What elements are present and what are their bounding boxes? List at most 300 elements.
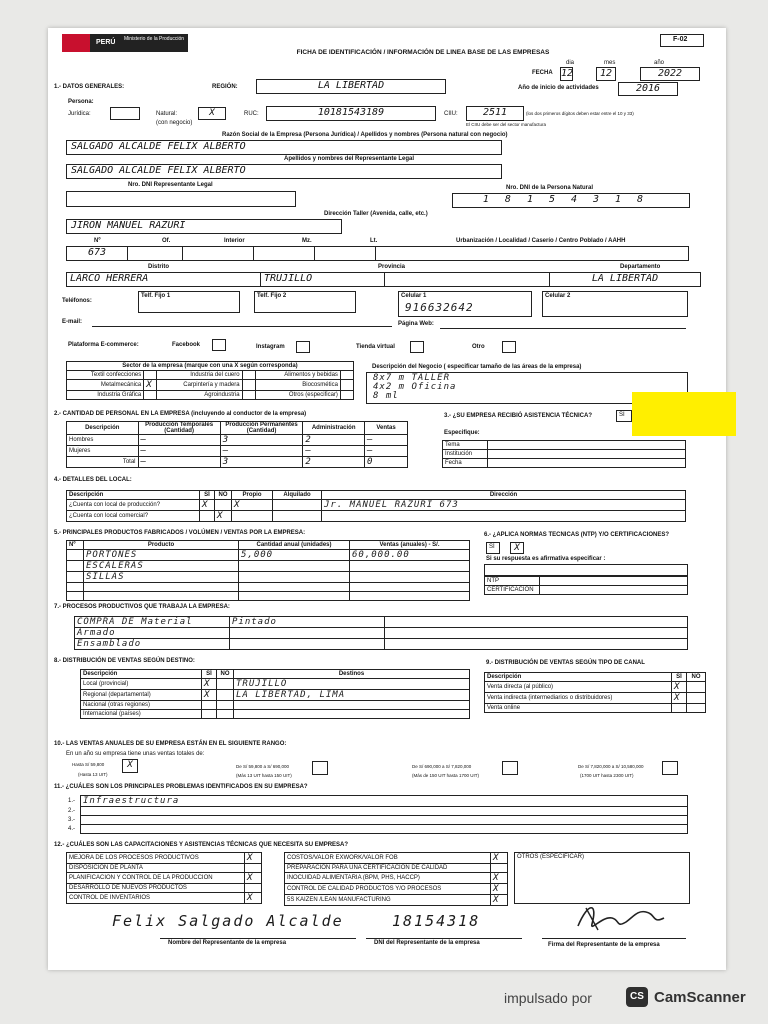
sector-check[interactable] bbox=[340, 391, 353, 400]
mz-field[interactable] bbox=[254, 247, 315, 260]
local-header: Propio bbox=[232, 491, 273, 500]
destino-header: NO bbox=[217, 670, 234, 679]
camscanner-logo-icon: CS bbox=[626, 987, 648, 1007]
destino-cell: Nacional (otras regiones) bbox=[81, 701, 202, 710]
productos-cell[interactable] bbox=[350, 583, 470, 592]
personal-cell[interactable]: — bbox=[364, 435, 407, 446]
table-row bbox=[67, 873, 262, 884]
lt-label: Lt. bbox=[370, 238, 378, 244]
tema-field[interactable] bbox=[488, 441, 686, 450]
productos-cell[interactable] bbox=[350, 572, 470, 583]
problema-field[interactable]: Infraestructura bbox=[81, 796, 688, 807]
s8-title: 8.- DISTRIBUCIÓN DE VENTAS SEGÚN DESTINO: bbox=[54, 658, 195, 664]
destino-check[interactable] bbox=[202, 710, 217, 719]
email-label: E-mail: bbox=[62, 319, 83, 325]
sector-row bbox=[67, 391, 354, 400]
personal-cell[interactable]: — bbox=[138, 446, 220, 457]
range-label: De S/ 690,000 a S/ 7,820,000 bbox=[412, 764, 472, 769]
personal-cell[interactable]: 0 bbox=[364, 457, 407, 468]
productos-cell bbox=[67, 592, 84, 601]
ciiu-label: CIIU: bbox=[444, 111, 458, 117]
lt-field[interactable] bbox=[315, 247, 376, 260]
destino-header: Descripción bbox=[81, 670, 202, 679]
capacitacion-table-1 bbox=[66, 852, 262, 904]
productos-cell[interactable] bbox=[239, 583, 350, 592]
ntp-field[interactable] bbox=[540, 577, 688, 586]
distrito-label: Distrito bbox=[148, 264, 169, 270]
capacitacion-check[interactable]: X bbox=[245, 853, 262, 864]
instagram-checkbox[interactable] bbox=[296, 341, 310, 353]
otro-label: Otro bbox=[472, 344, 485, 350]
provincia-extra bbox=[385, 273, 550, 286]
s3-si-checkbox[interactable] bbox=[616, 410, 632, 422]
productos-table bbox=[66, 540, 470, 601]
proceso-cell[interactable] bbox=[385, 639, 688, 650]
capacitacion-cell: COSTOS/VALOR EXWORK/VALOR FOB bbox=[285, 853, 491, 864]
dni-label: DNI del Representante de la empresa bbox=[374, 940, 480, 946]
institucion-field[interactable] bbox=[488, 450, 686, 459]
table-row bbox=[67, 864, 262, 873]
personal-cell: Hombres bbox=[67, 435, 139, 446]
capacitacion-check[interactable] bbox=[245, 884, 262, 893]
personal-cell[interactable]: — bbox=[138, 435, 220, 446]
sector-cell: Biocosmética bbox=[255, 380, 340, 391]
ubigeo-row bbox=[66, 272, 701, 287]
personal-table bbox=[66, 421, 408, 468]
proceso-cell[interactable] bbox=[385, 617, 688, 628]
range-note: (Hasta 13 UIT) bbox=[78, 772, 108, 777]
capacitacion-check[interactable] bbox=[245, 864, 262, 873]
ruc-value: 10181543189 bbox=[317, 107, 385, 118]
local-check[interactable] bbox=[200, 511, 215, 522]
table-row bbox=[67, 583, 470, 592]
proceso-cell[interactable]: Armado bbox=[75, 628, 230, 639]
ecommerce-label: Plataforma E-commerce: bbox=[68, 342, 139, 348]
personal-cell[interactable]: 3 bbox=[220, 457, 303, 468]
especifique-label: Especifique: bbox=[444, 430, 480, 436]
web-label: Página Web: bbox=[398, 321, 434, 327]
local-header: Descripción bbox=[67, 491, 200, 500]
s10-subtitle: En un año su empresa tiene unas ventas totales de: bbox=[66, 751, 205, 757]
personal-cell[interactable]: — bbox=[138, 457, 220, 468]
proceso-cell[interactable]: COMPRA DE Material bbox=[75, 617, 230, 628]
local-cell: ¿Cuenta con local comercial? bbox=[67, 511, 200, 522]
dni-rep-field[interactable] bbox=[66, 191, 296, 207]
range-label: Hasta S/ 59,800 bbox=[72, 762, 105, 767]
capacitacion-table-2 bbox=[284, 852, 508, 906]
camscanner-watermark bbox=[504, 986, 754, 1010]
celular1-field[interactable] bbox=[398, 291, 532, 317]
personal-header: Producción Permanentes (Cantidad) bbox=[220, 422, 303, 435]
fecha-mes-value: 12 bbox=[599, 68, 613, 79]
destino-value[interactable]: TRUJILLO bbox=[234, 679, 470, 690]
canal-header: NO bbox=[687, 673, 706, 682]
sector-check[interactable] bbox=[144, 371, 157, 380]
s6-si-checkbox[interactable] bbox=[486, 542, 500, 554]
inicio-label: Año de inicio de actividades bbox=[518, 85, 599, 91]
name-label: Nombre del Representante de la empresa bbox=[168, 940, 287, 946]
s5-title: 5.- PRINCIPALES PRODUCTOS FABRICADOS / VOLÚMEN / VENTAS POR LA EMPRESA: bbox=[54, 530, 306, 536]
direccion-field[interactable] bbox=[66, 219, 342, 234]
ntp-table bbox=[484, 576, 688, 595]
s6-especificar: Si su respuesta es afirmativa especificar : bbox=[486, 556, 606, 562]
ntp-label: NTP bbox=[485, 577, 540, 586]
proceso-cell[interactable]: Ensamblado bbox=[75, 639, 230, 650]
table-row bbox=[67, 853, 262, 864]
canal-check[interactable]: X bbox=[672, 682, 687, 693]
of-field[interactable] bbox=[128, 247, 183, 260]
fijo1-field[interactable] bbox=[138, 291, 240, 313]
table-row bbox=[67, 572, 470, 583]
local-header: Dirección bbox=[322, 491, 686, 500]
proceso-cell[interactable] bbox=[385, 628, 688, 639]
productos-cell[interactable]: SILLAS bbox=[84, 572, 239, 583]
capacitacion-cell: PLANIFICACION Y CONTROL DE LA PRODUCCION bbox=[67, 873, 245, 884]
range-checkbox[interactable] bbox=[662, 761, 678, 775]
distrito-value[interactable]: LARCO HERRERA bbox=[67, 273, 261, 286]
problema-field[interactable] bbox=[81, 816, 688, 825]
natural-mark: X bbox=[209, 108, 215, 118]
canal-check[interactable]: X bbox=[672, 693, 687, 704]
productos-header: Nº bbox=[67, 541, 84, 550]
productos-cell[interactable]: ESCALERAS bbox=[84, 561, 239, 572]
destino-check[interactable] bbox=[202, 701, 217, 710]
sector-table bbox=[66, 361, 354, 400]
address-parts-row bbox=[66, 246, 689, 261]
s1-title: 1.- DATOS GENERALES: bbox=[54, 84, 125, 90]
watermark-brand: CamScanner bbox=[654, 989, 746, 1006]
range-label: De S/ 7,820,000 a S/ 10,580,000 bbox=[578, 764, 644, 769]
table-row bbox=[66, 825, 688, 834]
range-checkbox[interactable] bbox=[502, 761, 518, 775]
destino-cell: Regional (departamental) bbox=[81, 690, 202, 701]
table-row bbox=[485, 704, 706, 713]
range-mark: X bbox=[127, 760, 133, 770]
capacitacion-cell: MEJORA DE LOS PROCESOS PRODUCTIVOS bbox=[67, 853, 245, 864]
sector-cell: Textil confecciones bbox=[67, 371, 144, 380]
num-label: Nº bbox=[94, 238, 101, 244]
local-check[interactable]: X bbox=[200, 500, 215, 511]
proceso-cell[interactable] bbox=[230, 639, 385, 650]
mz-label: Mz. bbox=[302, 238, 312, 244]
destino-cell: Internacional (países) bbox=[81, 710, 202, 719]
table-row bbox=[67, 435, 408, 446]
local-check[interactable] bbox=[273, 511, 322, 522]
destino-check[interactable] bbox=[217, 690, 234, 701]
productos-cell[interactable] bbox=[84, 592, 239, 601]
ciiu-value: 2511 bbox=[482, 107, 508, 118]
capacitacion-check[interactable]: X bbox=[491, 895, 508, 906]
problemas-table bbox=[66, 795, 688, 834]
proceso-cell[interactable] bbox=[230, 628, 385, 639]
personal-cell[interactable]: — bbox=[364, 446, 407, 457]
dni-rep-label: Nro. DNI Representante Legal bbox=[128, 182, 213, 188]
local-check[interactable]: X bbox=[215, 511, 232, 522]
local-direccion[interactable]: Jr. MANUEL RAZURI 673 bbox=[322, 500, 686, 511]
productos-header: Cantidad anual (unidades) bbox=[239, 541, 350, 550]
fijo1-label: Telf. Fijo 1 bbox=[141, 293, 171, 299]
productos-cell bbox=[67, 550, 84, 561]
sector-check[interactable] bbox=[242, 380, 255, 391]
dni-nat-field[interactable] bbox=[452, 193, 690, 208]
canal-check[interactable] bbox=[687, 704, 706, 713]
productos-cell bbox=[67, 572, 84, 583]
fecha-asist-label: Fecha bbox=[443, 459, 488, 468]
ciiu-field[interactable] bbox=[466, 106, 524, 121]
capacitacion-cell: INOCUIDAD ALIMENTARIA (BPM, PHS, HACCP) bbox=[285, 873, 491, 884]
local-direccion[interactable] bbox=[322, 511, 686, 522]
celular2-field[interactable] bbox=[542, 291, 688, 317]
ciiu-note: (los dos primeros dígitos deben estar entre el 10 y 33) bbox=[526, 111, 634, 116]
rep-name-value: Felix Salgado Alcalde bbox=[112, 912, 344, 930]
dni-nat-value: 18154318 bbox=[482, 194, 660, 205]
personal-cell[interactable]: — bbox=[220, 446, 303, 457]
local-cell: ¿Cuenta con local de producción? bbox=[67, 500, 200, 511]
ruc-field[interactable] bbox=[266, 106, 436, 121]
range-checkbox[interactable] bbox=[312, 761, 328, 775]
personal-cell[interactable]: 3 bbox=[220, 435, 303, 446]
table-row bbox=[285, 864, 508, 873]
s6-si-label: SÍ bbox=[489, 544, 495, 550]
urb-field[interactable] bbox=[376, 247, 688, 260]
destino-header: SÍ bbox=[202, 670, 217, 679]
sector-check[interactable] bbox=[340, 380, 353, 391]
local-header: NO bbox=[215, 491, 232, 500]
capacitacion-cell: DISPOSICIÓN DE PLANTA bbox=[67, 864, 245, 873]
local-check[interactable] bbox=[232, 511, 273, 522]
destino-value[interactable]: LA LIBERTAD, LIMA bbox=[234, 690, 470, 701]
problema-num: 1.- bbox=[68, 798, 76, 804]
departamento-value[interactable]: LA LIBERTAD bbox=[591, 273, 659, 284]
logo-text: PERÚ bbox=[96, 39, 116, 46]
natural-checkbox[interactable] bbox=[198, 107, 226, 120]
destino-check[interactable] bbox=[217, 710, 234, 719]
problema-num: 3.- bbox=[68, 817, 76, 823]
capacitacion-cell: DESARROLLO DE NUEVOS PRODUCTOS bbox=[67, 884, 245, 893]
razon-label: Razón Social de la Empresa (Persona Jurídica) / Apellidos y nombres (Persona natural con negocio) bbox=[222, 132, 508, 138]
yellow-highlight bbox=[632, 392, 736, 436]
destino-value[interactable] bbox=[234, 701, 470, 710]
fecha-dia-value: 12 bbox=[561, 68, 574, 79]
table-row bbox=[485, 682, 706, 693]
num-value[interactable]: 673 bbox=[67, 247, 128, 260]
interior-field[interactable] bbox=[183, 247, 254, 260]
juridica-label: Jurídica: bbox=[68, 111, 91, 117]
rep-dni-value: 18154318 bbox=[392, 912, 481, 930]
productos-cell[interactable] bbox=[239, 561, 350, 572]
asistencia-table bbox=[442, 440, 686, 468]
canal-table bbox=[484, 672, 706, 713]
sector-cell: Otros (especificar) bbox=[255, 391, 340, 400]
productos-header: Ventas (anuales) - S/. bbox=[350, 541, 470, 550]
canal-check[interactable] bbox=[672, 704, 687, 713]
fecha-dia-field[interactable] bbox=[560, 67, 573, 81]
otros-label: OTROS (ESPECIFICAR) bbox=[517, 854, 585, 860]
cert-label: CERTIFICACIÓN bbox=[485, 586, 540, 595]
interior-label: Interior bbox=[224, 238, 245, 244]
tienda-label: Tienda virtual bbox=[356, 344, 395, 350]
productos-cell[interactable] bbox=[239, 572, 350, 583]
table-row bbox=[285, 873, 508, 884]
region-field[interactable] bbox=[256, 79, 446, 94]
telefonos-label: Teléfonos: bbox=[62, 298, 92, 304]
firma-signature-line bbox=[542, 938, 686, 939]
local-check[interactable]: X bbox=[232, 500, 273, 511]
personal-header: Producción Temporales (Cantidad) bbox=[138, 422, 220, 435]
table-row bbox=[81, 701, 470, 710]
productos-cell bbox=[67, 583, 84, 592]
capacitacion-cell: CONTROL DE INVENTARIOS bbox=[67, 893, 245, 904]
s6-no-checkbox[interactable] bbox=[510, 542, 524, 554]
juridica-checkbox[interactable] bbox=[110, 107, 140, 120]
s6-especificar-field[interactable] bbox=[484, 564, 688, 576]
fijo2-field[interactable] bbox=[254, 291, 356, 313]
table-row bbox=[75, 628, 688, 639]
capacitacion-cell: CONTROL DE CALIDAD PRODUCTOS Y/O PROCESOS bbox=[285, 884, 491, 895]
productos-cell[interactable]: 5,000 bbox=[239, 550, 350, 561]
canal-check[interactable] bbox=[687, 682, 706, 693]
table-row bbox=[81, 690, 470, 701]
of-label: Of. bbox=[162, 238, 171, 244]
canal-header: SÍ bbox=[672, 673, 687, 682]
productos-cell[interactable]: PORTONES bbox=[84, 550, 239, 561]
sector-check[interactable] bbox=[242, 391, 255, 400]
range-checkbox[interactable] bbox=[122, 759, 138, 773]
productos-cell[interactable]: 60,000.00 bbox=[350, 550, 470, 561]
personal-header: Ventas bbox=[364, 422, 407, 435]
table-row bbox=[67, 457, 408, 468]
problema-field[interactable] bbox=[81, 825, 688, 834]
table-row bbox=[67, 446, 408, 457]
personal-header: Administración bbox=[303, 422, 365, 435]
fecha-asist-field[interactable] bbox=[488, 459, 686, 468]
provincia-label: Provincia bbox=[378, 264, 406, 270]
table-row bbox=[81, 679, 470, 690]
capacitacion-cell: 5S KAIZEN /LEAN MANUFACTURING bbox=[285, 895, 491, 906]
watermark-prefix: impulsado por bbox=[504, 990, 592, 1006]
celular2-label: Celular 2 bbox=[545, 293, 571, 299]
capacitacion-check[interactable]: X bbox=[491, 884, 508, 895]
table-row bbox=[81, 710, 470, 719]
personal-cell[interactable]: 2 bbox=[303, 435, 365, 446]
razon-field[interactable] bbox=[66, 140, 502, 155]
fecha-anio-field[interactable] bbox=[640, 67, 700, 81]
problema-num: 2.- bbox=[68, 808, 76, 814]
destino-check[interactable] bbox=[217, 701, 234, 710]
region-value: LA LIBERTAD bbox=[317, 80, 385, 91]
ministry-logo bbox=[62, 34, 188, 52]
facebook-checkbox[interactable] bbox=[212, 339, 226, 351]
rep-field[interactable] bbox=[66, 164, 502, 179]
personal-cell[interactable]: 2 bbox=[303, 457, 365, 468]
fijo2-label: Telf. Fijo 2 bbox=[257, 293, 287, 299]
productos-cell[interactable] bbox=[350, 592, 470, 601]
dni-signature-line bbox=[366, 938, 522, 939]
table-row bbox=[67, 500, 686, 511]
rep-value: SALGADO ALCALDE FELIX ALBERTO bbox=[71, 165, 246, 176]
table-row bbox=[75, 617, 688, 628]
region-label: REGIÓN: bbox=[212, 84, 238, 90]
cert-field[interactable] bbox=[540, 586, 688, 595]
inicio-value: 2016 bbox=[635, 83, 661, 94]
otro-checkbox[interactable] bbox=[502, 341, 516, 353]
sector-row bbox=[67, 371, 354, 380]
destino-check[interactable] bbox=[217, 679, 234, 690]
con-negocio-label: (con negocio) bbox=[156, 120, 193, 126]
table-row bbox=[67, 561, 470, 572]
sector-check[interactable] bbox=[340, 371, 353, 380]
web-line[interactable] bbox=[440, 328, 686, 329]
canal-check[interactable] bbox=[687, 693, 706, 704]
local-table bbox=[66, 490, 686, 522]
problema-field[interactable] bbox=[81, 807, 688, 816]
sector-cell: Industria Gráfica bbox=[67, 391, 144, 400]
capacitacion-check[interactable]: X bbox=[245, 873, 262, 884]
fecha-anio-value: 2022 bbox=[657, 68, 683, 79]
table-row bbox=[285, 895, 508, 906]
desc-label: Descripción del Negocio ( especificar tamaño de las áreas de la empresa) bbox=[372, 364, 582, 370]
form-code-text: F-02 bbox=[673, 36, 688, 43]
destino-cell: Local (provincial) bbox=[81, 679, 202, 690]
destino-check[interactable]: X bbox=[202, 679, 217, 690]
s3-title: 3.- ¿SU EMPRESA RECIBIÓ ASISTENCIA TÉCNICA? bbox=[444, 413, 593, 419]
email-line[interactable] bbox=[92, 326, 392, 327]
sector-cell: Carpintería y madera bbox=[157, 380, 242, 391]
firma-label: Firma del Representante de la empresa bbox=[548, 942, 660, 948]
inicio-field[interactable] bbox=[618, 82, 678, 96]
destino-value[interactable] bbox=[234, 710, 470, 719]
productos-cell[interactable] bbox=[239, 592, 350, 601]
local-check[interactable] bbox=[273, 500, 322, 511]
s11-title: 11.- ¿CUÁLES SON LOS PRINCIPALES PROBLEMAS IDENTIFICADOS EN SU EMPRESA? bbox=[54, 784, 308, 790]
sector-cell: Alimentos y bebidas bbox=[255, 371, 340, 380]
proceso-cell[interactable]: Pintado bbox=[230, 617, 385, 628]
productos-cell[interactable] bbox=[84, 583, 239, 592]
capacitacion-check[interactable]: X bbox=[245, 893, 262, 904]
institucion-label: Institución bbox=[443, 450, 488, 459]
table-row bbox=[67, 592, 470, 601]
productos-cell[interactable] bbox=[350, 561, 470, 572]
dia-label: dia bbox=[566, 60, 575, 66]
facebook-label: Facebook bbox=[172, 342, 201, 348]
range-label: De S/ 59,800 a S/ 690,000 bbox=[236, 764, 290, 769]
s10-title: 10.- LAS VENTAS ANUALES DE SU EMPRESA ESTÁN EN EL SIGUIENTE RANGO: bbox=[54, 741, 287, 747]
capacitacion-check[interactable] bbox=[491, 864, 508, 873]
tienda-checkbox[interactable] bbox=[410, 341, 424, 353]
canal-cell: Venta indirecta (intermediarios o distribuidores) bbox=[485, 693, 672, 704]
signature-image bbox=[572, 896, 668, 936]
desc-line: 8 ml bbox=[373, 391, 399, 401]
local-check[interactable] bbox=[215, 500, 232, 511]
canal-cell: Venta directa (al público) bbox=[485, 682, 672, 693]
provincia-value[interactable]: TRUJILLO bbox=[261, 273, 385, 286]
celular1-value: 916632642 bbox=[405, 301, 474, 314]
sector-check[interactable] bbox=[242, 371, 255, 380]
sector-check[interactable] bbox=[144, 391, 157, 400]
destino-check[interactable]: X bbox=[202, 690, 217, 701]
capacitacion-check[interactable]: X bbox=[491, 853, 508, 864]
departamento-label: Departamento bbox=[620, 264, 661, 270]
personal-cell[interactable]: — bbox=[303, 446, 365, 457]
sector-header: Sector de la empresa (marque con una X según corresponda) bbox=[67, 362, 354, 371]
capacitacion-check[interactable]: X bbox=[491, 873, 508, 884]
razon-value: SALGADO ALCALDE FELIX ALBERTO bbox=[71, 141, 246, 152]
sector-check[interactable]: X bbox=[144, 380, 157, 391]
dni-nat-label: Nro. DNI de la Persona Natural bbox=[506, 185, 594, 191]
mes-label: mes bbox=[604, 60, 616, 66]
range-note: (Más 13 UIT hasta 150 UIT) bbox=[236, 773, 292, 778]
fecha-mes-field[interactable] bbox=[596, 67, 616, 81]
